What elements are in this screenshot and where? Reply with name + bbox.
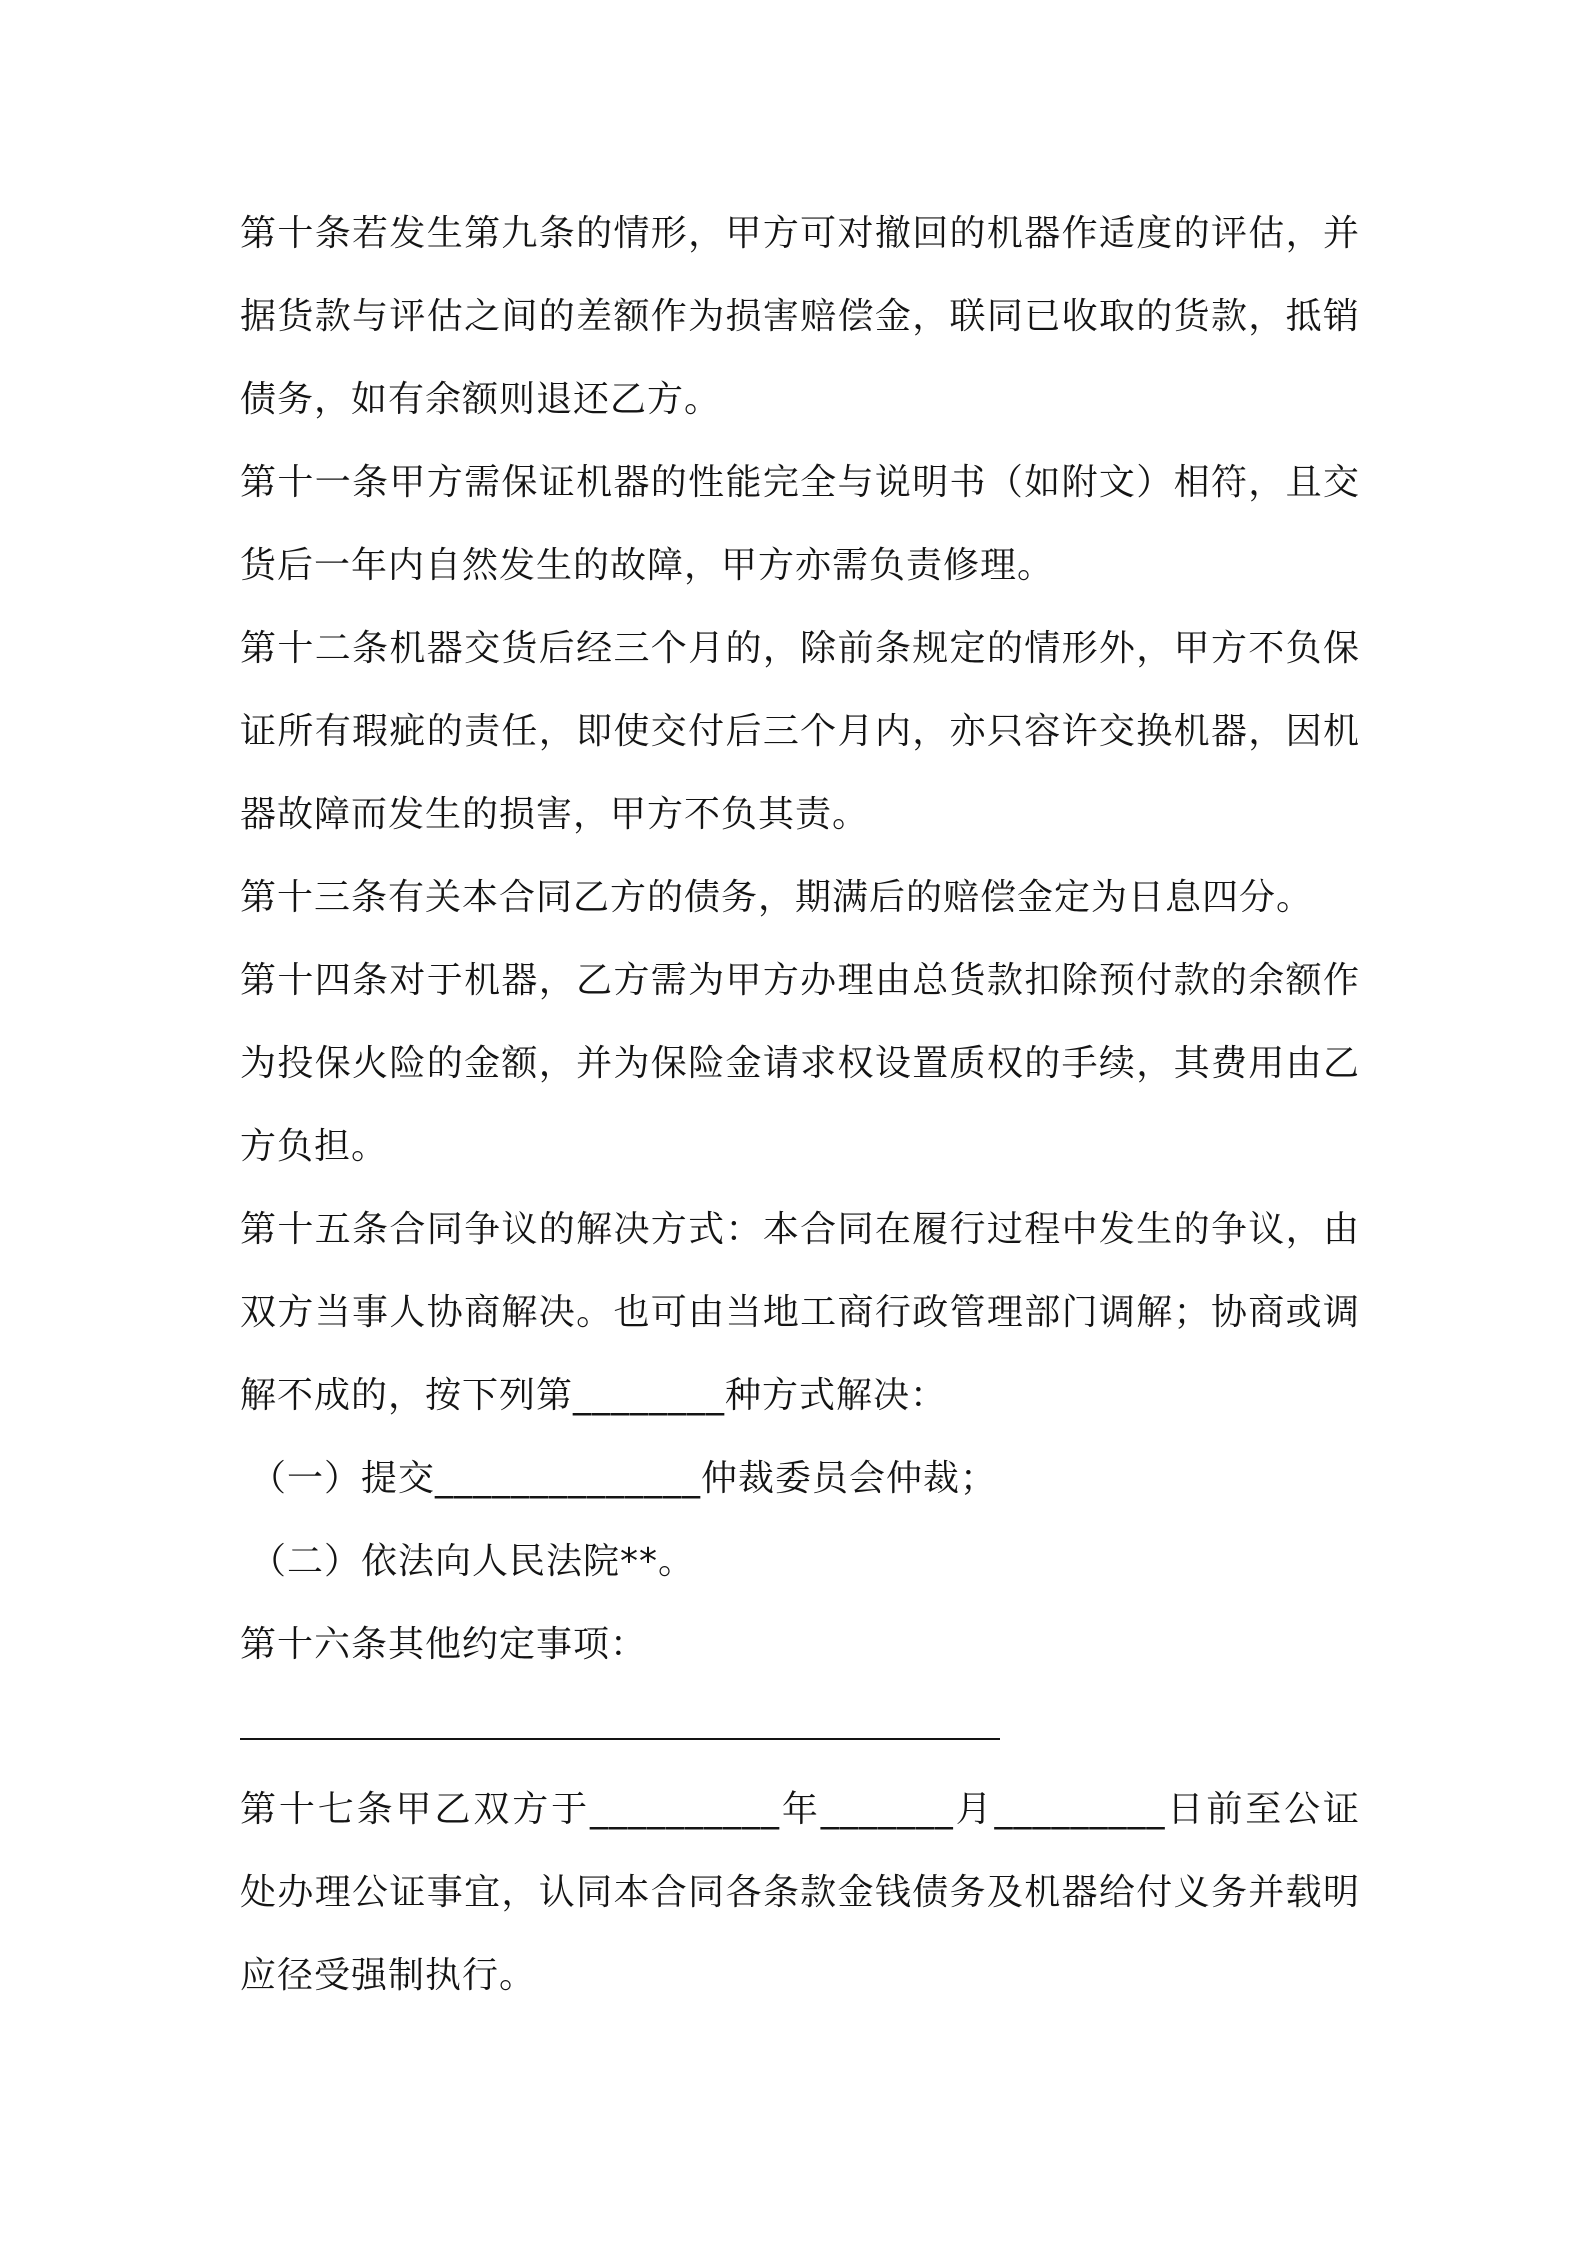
article-10: 第十条若发生第九条的情形，甲方可对撤回的机器作适度的评估，并据货款与评估之间的差额作为损害赔偿金，联同已收取的货款，抵销债务，如有余额则退还乙方。 bbox=[240, 213, 1360, 420]
fill-in-blank-line bbox=[240, 1738, 1000, 1740]
document-page bbox=[240, 192, 1360, 2017]
article-11: 第十一条甲方需保证机器的性能完全与说明书（如附文）相符，且交货后一年内自然发生的故障，甲方亦需负责修理。 bbox=[240, 462, 1360, 586]
article-12: 第十二条机器交货后经三个月的，除前条规定的情形外，甲方不负保证所有瑕疵的责任，即使交付后三个月内，亦只容许交换机器，因机器故障而发生的损害，甲方不负其责。 bbox=[240, 628, 1360, 835]
option-arbitration: （一）提交______________仲裁委员会仲裁； bbox=[250, 1458, 998, 1499]
article-13: 第十三条有关本合同乙方的债务，期满后的赔偿金定为日息四分。 bbox=[240, 877, 1314, 918]
article-16: 第十六条其他约定事项： bbox=[240, 1624, 648, 1665]
article-15: 第十五条合同争议的解决方式：本合同在履行过程中发生的争议，由双方当事人协商解决。也可由当地工商行政管理部门调解；协商或调解不成的，按下列第________种方式解决： bbox=[240, 1209, 1360, 1416]
article-17: 第十七条甲乙双方于__________年_______月_________日前至公证处办理公证事宜，认同本合同各条款金钱债务及机器给付义务并载明应径受强制执行。 bbox=[240, 1789, 1360, 1996]
option-court: （二）依法向人民法院**。 bbox=[250, 1541, 696, 1582]
article-14: 第十四条对于机器，乙方需为甲方办理由总货款扣除预付款的余额作为投保火险的金额，并为保险金请求权设置质权的手续，其费用由乙方负担。 bbox=[240, 960, 1360, 1167]
